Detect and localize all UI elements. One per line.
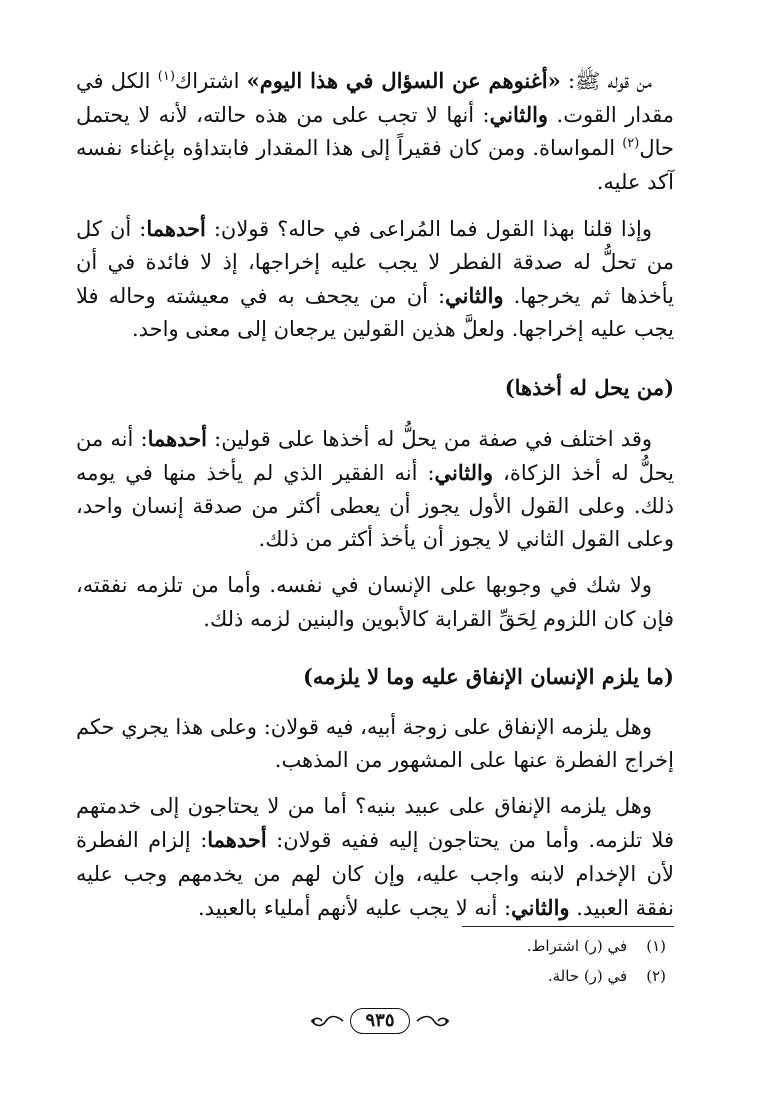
bold-text: والثاني [445,283,504,309]
text-run: وهل يلزمه الإنفاق على عبيد بنيه؟ أما من لا يحتاجون إلى خدمتهم فلا تلزمه. وأما من يحتاجون إليه ففيه قولان: [76,794,674,853]
text-run: ولا شك في وجوبها على الإنسان في نفسه. وأما من تلزمه نفقته، فإن كان اللزوم لِحَقِّ القرابة كالأبوين والبنين لزمه ذلك. [76,573,674,631]
main-text [76,64,674,938]
text-run: : أن كل من تحلُّ له صدقة الفطر لا يجب عليه إخراجها، إذ لا فائدة في أن يأخذها ثم يخرجها. [76,216,674,309]
paragraph [76,569,674,635]
text-run: وهل يلزمه الإنفاق على زوجة أبيه، فيه قولان: وعلى هذا يجري حكم إخراج الفطرة عنها على المشهور من المذهب. [75,714,674,773]
section-heading: (من يحل له أخذها) [504,374,674,400]
bold-text: أحدهما [207,827,267,853]
paragraph [76,790,674,925]
paragraph [76,64,674,199]
section-heading: (ما يلزم الإنسان الإنفاق عليه وما لا يلزمه) [303,663,674,689]
footnote-1-number: (١) [646,937,666,955]
footnotes [76,926,674,991]
page-number-area [0,1008,760,1034]
paragraph [76,711,674,777]
footnote-divider [462,926,674,927]
text-run: وإذا قلنا بهذا القول فما المُراعى في حاله؟ قولان: [205,216,652,241]
footnote-2 [76,961,674,991]
text-run: الكل في مقدار القوت. [76,69,674,128]
footnote-ref: (١) [157,69,175,84]
page-number: ٩٣٥ [350,1008,409,1034]
text-run: : أنها لا تجب على من هذه حالته، لأنه لا يحتمل حال [76,103,674,161]
paragraph [76,422,674,557]
right-ornament-icon [416,1014,450,1028]
footnote-2-text: في (ر) حالة. [547,967,628,985]
footnote-2-number: (٢) [646,967,666,985]
bold-text: أحدهما [146,215,206,241]
text-run: : إلزام الفطرة لأن الإخدام لابنه واجب عليه، وإن كان لهم من يخدمهم وجب عليه نفقة العبيد. [76,828,674,920]
text-run: المواساة. ومن كان فقيراً إلى هذا المقدار فابتداؤه بإغناء نفسه آكد عليه. [76,136,674,194]
text-run: : أنه لا يجب عليه لأنهم أملياء بالعبيد. [198,895,512,920]
bold-text: والثاني [434,459,493,485]
paragraph [76,212,674,347]
bold-text: «أغنوهم عن السؤال في هذا اليوم» [246,68,561,93]
bold-text: والثاني [489,102,549,128]
text-run: اشتراك [174,69,247,93]
left-ornament-icon [310,1014,344,1028]
text-run: من قوله ﷺ: [560,69,652,93]
footnote-1 [76,931,674,961]
text-run: وقد اختلف في صفة من يحلُّ له أخذها على قولين: [207,426,652,451]
text-run: : أنه من يحلُّ له أخذ الزكاة، [76,426,674,485]
text-run: : أن من يجحف به في معيشته وحاله فلا يجب عليه إخراجها. ولعلَّ هذين القولين يرجعان إلى معنى واحد. [76,284,674,342]
bold-text: أحدهما [147,425,208,451]
footnote-1-text: في (ر) اشتراط. [526,937,628,955]
footnote-ref: (٢) [622,136,640,152]
bold-text: والثاني [511,894,570,920]
text-run: : أنه الفقير الذي لم يأخذ منها في يومه ذلك. وعلى القول الأول يجوز أن يعطى أكثر من صدقة إنسان واحد، وعلى القول الثاني لا يجوز أن يأخذ أكثر من ذلك. [76,460,674,552]
